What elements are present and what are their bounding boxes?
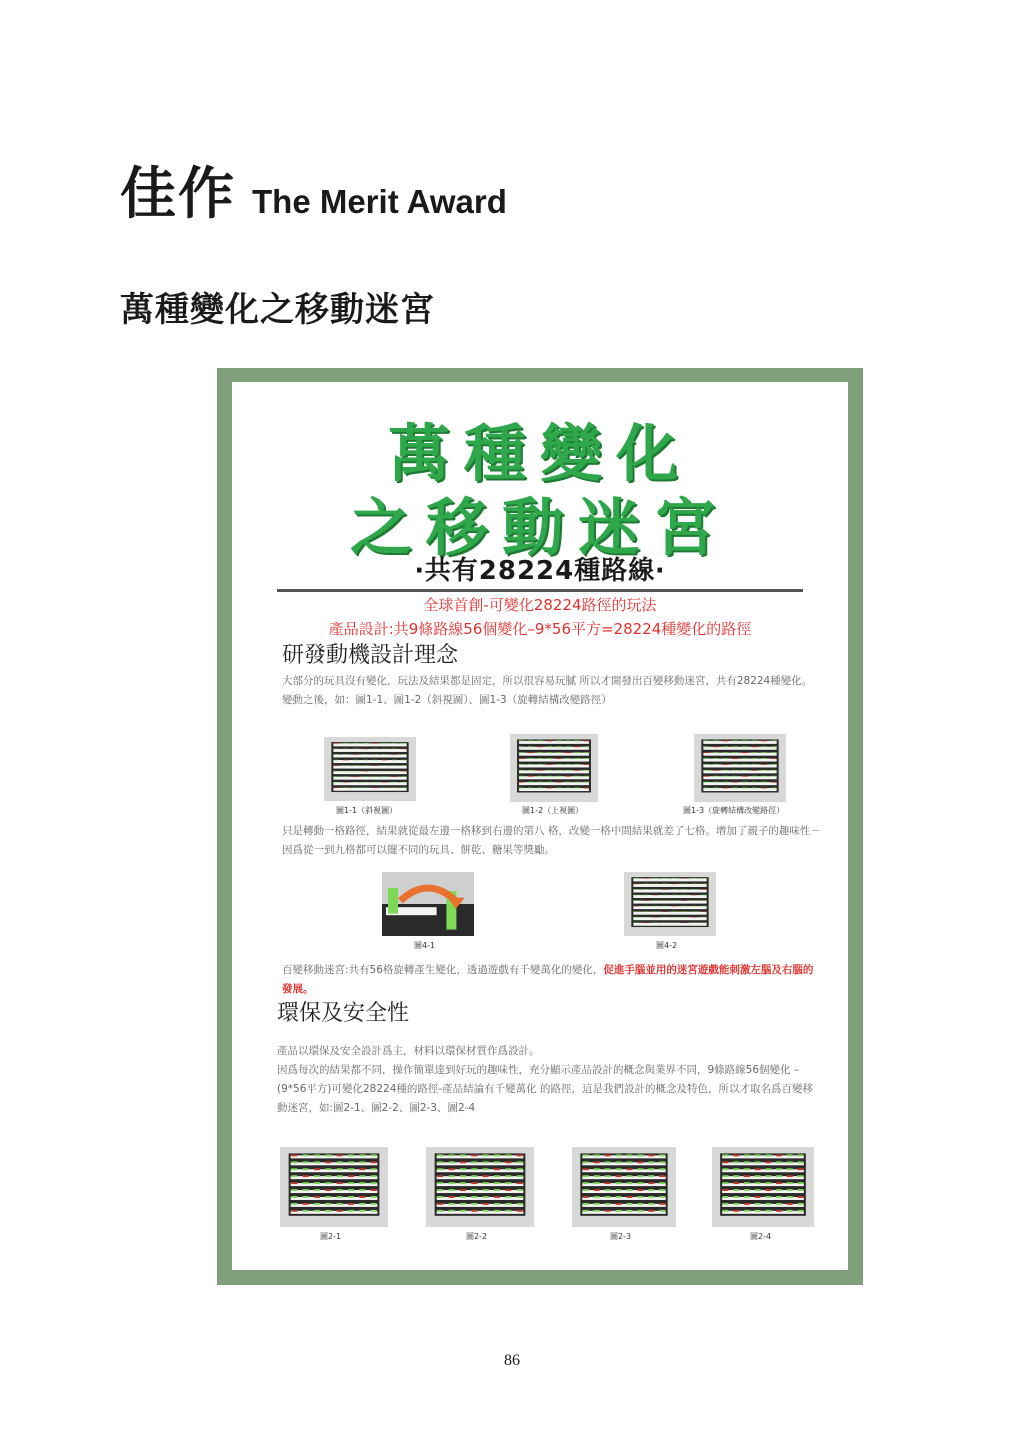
poster-highlight-2: 產品設計:共9條路線56個變化–9*56平方=28224種變化的路徑: [328, 620, 752, 638]
poster-route-count: ‧共有28224種路線‧: [414, 556, 666, 586]
figure-caption: 圖4-1: [414, 941, 436, 950]
figure-caption: 圖2-4: [750, 1232, 772, 1241]
maze-photo: [324, 737, 416, 801]
poster-highlight-1: 全球首創-可變化28224路徑的玩法: [423, 596, 657, 614]
poster-image: [217, 368, 863, 1285]
figure-caption: 圖1-2（上視圖）: [522, 806, 584, 815]
maze-photo: [280, 1147, 388, 1227]
poster-title-line2: 之移動迷宮: [349, 491, 730, 564]
figure-caption: 圖4-2: [656, 941, 678, 950]
poster-content: [232, 382, 848, 1270]
maze-photo: [510, 734, 598, 802]
section-text-motivation: 大部分的玩具沒有變化，玩法及結果都是固定，所以很容易玩膩 所以才開發出百變移動迷宮，共有28224種變化。 變動之後，如：圖1-1、圖1-2（斜視圖）、圖1-3（旋轉結構改變路徑）: [282, 675, 813, 706]
brain-text-highlight: 促進手腦並用的迷宮遊戲能刺激左腦及右腦的發展。: [282, 964, 814, 995]
entry-title: 萬種變化之移動迷宮: [120, 290, 435, 330]
section-text-eco-2: 因爲每次的結果都不同，操作簡單達到好玩的趣味性，充分顯示產品設計的概念與業界不同，9條路線56個變化 –(9*56平方)可變化28224種的路徑-產品結論有千變萬化 的路徑，這是我們設計的概念及特色，所以才取名爲百變移動迷宮，如:圖2-1、圖2-2、圖2-3、圖2-4: [277, 1064, 814, 1114]
figure-caption: 圖2-1: [320, 1232, 342, 1241]
page-number: 86: [504, 1352, 520, 1369]
award-title-en: The Merit Award: [252, 183, 507, 220]
section-text-eco-1: 產品以環保及安全設計爲主，材料以環保材質作爲設計。: [277, 1045, 540, 1057]
poster-title-line1: 萬種變化: [387, 417, 692, 490]
rotation-closeup-photo: [382, 872, 474, 936]
figure-caption: 圖1-3（旋轉結構改變路徑）: [683, 806, 785, 815]
figure-caption: 圖2-2: [466, 1232, 488, 1241]
section-text-brain: [282, 961, 822, 999]
maze-photo: [572, 1147, 676, 1227]
maze-photo: [712, 1147, 814, 1227]
poster-divider: [277, 589, 803, 592]
brain-text-plain: 百變移動迷宮:共有56格旋轉產生變化，透過遊戲有千變萬化的變化，: [282, 964, 604, 976]
maze-photo: [426, 1147, 534, 1227]
section-heading-motivation: 研發動機設計理念: [282, 643, 459, 668]
figure-caption: 圖2-3: [610, 1232, 632, 1241]
section-text-rotation: 只是轉動一格路徑，結果就從最左邊一格移到右邊的第八 格，改變一格中間結果就差了七格。增加了親子的趣味性－因爲從一到九格都可以擺不同的玩具、餅乾、糖果等獎勵。: [282, 825, 821, 856]
figure-caption: 圖1-1（斜視圖）: [336, 806, 398, 815]
award-heading: [120, 150, 507, 230]
maze-photo: [624, 872, 716, 936]
section-heading-eco: 環保及安全性: [277, 1001, 410, 1026]
maze-photo: [694, 734, 786, 802]
award-title-zh: 佳作: [120, 162, 236, 227]
